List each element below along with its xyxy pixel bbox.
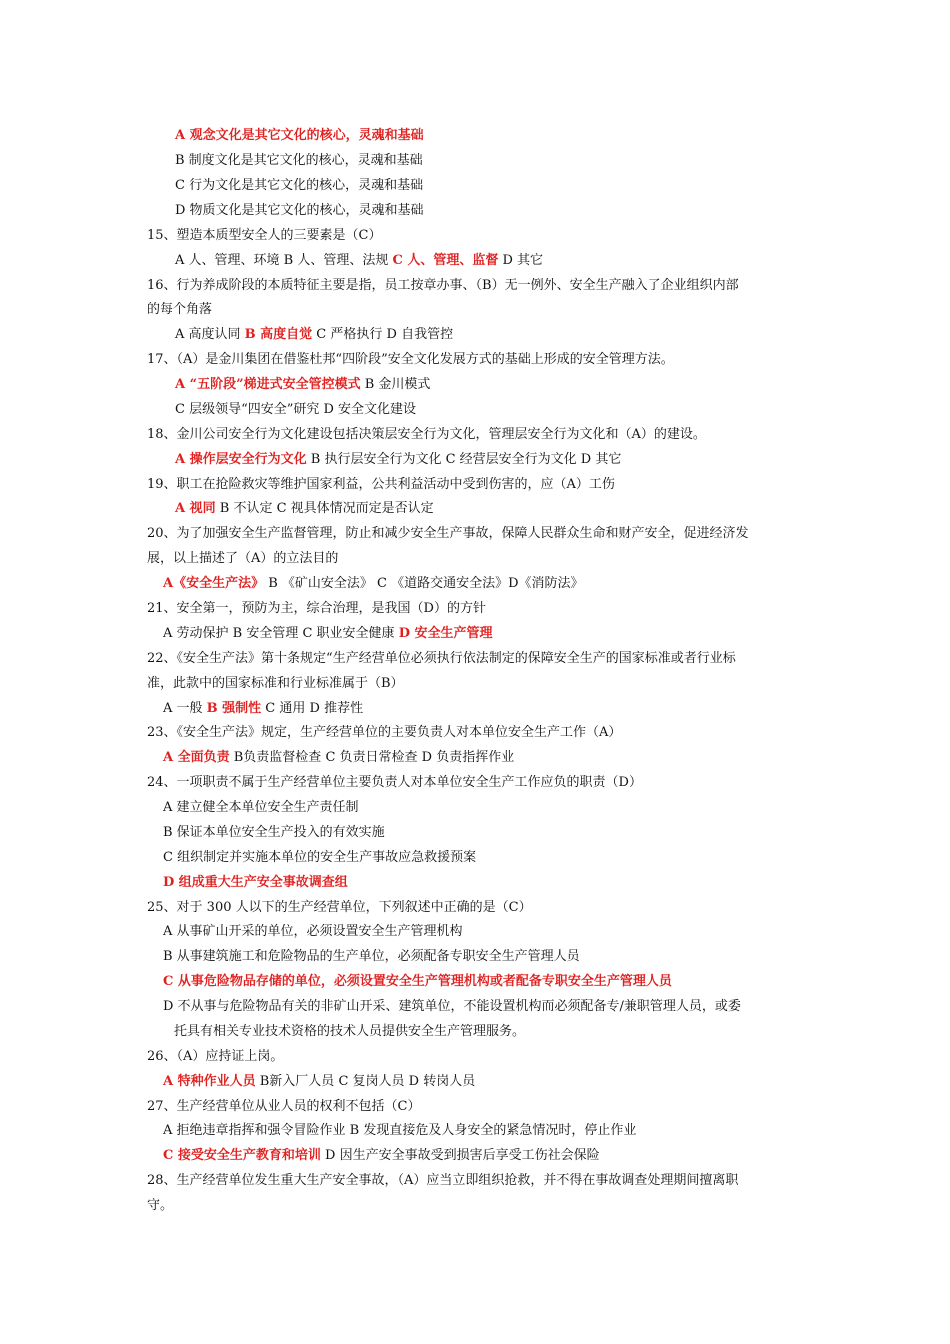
option-line: [163, 749, 514, 767]
option-line: [163, 824, 385, 842]
line-text: 16、行为养成阶段的本质特征主要是指，员工按章办事、（B）无一例外、安全生产融入了企业组织内部: [147, 278, 739, 293]
option-line: [175, 326, 453, 344]
option-line: [175, 252, 543, 270]
line-text: A 从事矿山开采的单位，必须设置安全生产管理机构: [163, 924, 463, 939]
line-text: C 层级领导“四安全”研究 D 安全文化建设: [175, 402, 417, 417]
line-text: C 严格执行 D 自我管控: [312, 327, 454, 342]
line-text: 22、《安全生产法》第十条规定“生产经营单位必须执行依法制定的保障安全生产的国家标准或者行业标: [147, 651, 736, 666]
option-line: [163, 799, 359, 817]
correct-answer-text: A 观念文化是其它文化的核心，灵魂和基础: [175, 128, 424, 143]
option-line: [175, 376, 430, 394]
question-line: [147, 899, 532, 917]
line-text: 20、为了加强安全生产监督管理，防止和减少安全生产事故，保障人民群众生命和财产安全，促进经济发: [147, 526, 749, 541]
option-line: [163, 998, 741, 1016]
line-text: 15、塑造本质型安全人的三要素是（C）: [147, 228, 382, 243]
line-text: B新入厂人员 C 复岗人员 D 转岗人员: [255, 1074, 476, 1089]
line-text: B 从事建筑施工和危险物品的生产单位，必须配备专职安全生产管理人员: [163, 949, 580, 964]
option-line: [175, 401, 416, 419]
line-text: A 拒绝违章指挥和强令冒险作业 B 发现直接危及人身安全的紧急情况时，停止作业: [163, 1123, 637, 1138]
line-text: 21、安全第一，预防为主，综合治理，是我国（D）的方针: [147, 601, 486, 616]
correct-answer-text: C 人、管理、监督: [392, 253, 499, 268]
correct-answer-text: A 全面负责: [163, 750, 230, 765]
line-text: D 因生产安全事故受到损害后享受工伤社会保险: [320, 1148, 600, 1163]
option-line: [163, 625, 493, 643]
line-text: C 组织制定并实施本单位的安全生产事故应急救援预案: [163, 850, 477, 865]
question-line: [147, 724, 621, 742]
option-line: [163, 575, 584, 593]
question-line: [147, 650, 736, 668]
line-text: B 执行层安全行为文化 C 经营层安全行为文化 D 其它: [306, 452, 622, 467]
option-line: [163, 700, 363, 718]
line-text: 23、《安全生产法》规定，生产经营单位的主要负责人对本单位安全生产工作（A）: [147, 725, 622, 740]
line-text: 24、一项职责不属于生产经营单位主要负责人对本单位安全生产工作应负的职责（D）: [147, 775, 642, 790]
line-text: 25、对于 300 人以下的生产经营单位，下列叙述中正确的是（C）: [147, 900, 532, 915]
line-text: D 不从事与危险物品有关的非矿山开采、建筑单位，不能设置机构而必须配备专/兼职管理人员，或委: [163, 999, 741, 1014]
line-text: A 高度认同: [175, 327, 245, 342]
question-line: [147, 351, 674, 369]
option-line: [175, 152, 423, 170]
question-line: [147, 1048, 283, 1066]
question-line: [147, 1098, 421, 1116]
question-line: [147, 675, 404, 693]
line-text: 准，此款中的国家标准和行业标准属于（B）: [147, 676, 404, 691]
option-line: [175, 451, 621, 469]
option-line: [175, 202, 424, 220]
option-line: [163, 849, 476, 867]
correct-answer-text: A 操作层安全行为文化: [175, 452, 307, 467]
correct-answer-text: B 强制性: [206, 701, 262, 716]
line-text: A 一般: [163, 701, 207, 716]
correct-answer-text: D 安全生产管理: [398, 626, 493, 641]
line-text: 守。: [147, 1198, 174, 1213]
correct-answer-text: A “五阶段”梯进式安全管控模式: [175, 377, 361, 392]
question-line: [147, 277, 739, 295]
line-text: A 建立健全本单位安全生产责任制: [163, 800, 359, 815]
question-line: [147, 1197, 173, 1215]
line-text: D 物质文化是其它文化的核心，灵魂和基础: [175, 203, 424, 218]
option-line: [174, 1023, 525, 1041]
correct-answer-text: C 从事危险物品存储的单位，必须设置安全生产管理机构或者配备专职安全生产管理人员: [163, 974, 672, 989]
line-text: A 劳动保护 B 安全管理 C 职业安全健康: [163, 626, 399, 641]
line-text: 的每个角落: [147, 302, 213, 317]
question-line: [147, 774, 642, 792]
question-line: [147, 301, 212, 319]
line-text: 27、生产经营单位从业人员的权利不包括（C）: [147, 1099, 421, 1114]
correct-answer-text: C 接受安全生产教育和培训: [163, 1148, 321, 1163]
line-text: 17、（A）是金川集团在借鉴杜邦“四阶段”安全文化发展方式的基础上形成的安全管理方法。: [147, 352, 674, 367]
correct-answer-text: B 高度自觉: [244, 327, 313, 342]
line-text: 18、金川公司安全行为文化建设包括决策层安全行为文化，管理层安全行为文化和（A）的建设。: [147, 427, 706, 442]
option-line: [163, 948, 580, 966]
question-line: [147, 600, 486, 618]
correct-answer-text: A《安全生产法》: [163, 576, 265, 591]
option-line: [175, 500, 434, 518]
correct-answer-text: A 特种作业人员: [163, 1074, 256, 1089]
line-text: 26、（A）应持证上岗。: [147, 1049, 284, 1064]
correct-answer-text: A 视同: [175, 501, 216, 516]
line-text: C 通用 D 推荐性: [261, 701, 364, 716]
line-text: B 保证本单位安全生产投入的有效实施: [163, 825, 385, 840]
line-text: 托具有相关专业技术资格的技术人员提供安全生产管理服务。: [174, 1024, 526, 1039]
question-line: [147, 525, 749, 543]
option-line: [163, 1122, 636, 1140]
question-line: [147, 550, 338, 568]
question-line: [147, 1172, 738, 1190]
line-text: B 《矿山安全法》 C 《道路交通安全法》D《消防法》: [264, 576, 584, 591]
question-line: [147, 227, 382, 245]
line-text: A 人、管理、环境 B 人、管理、法规: [175, 253, 393, 268]
option-line: [163, 1147, 600, 1165]
line-text: 19、职工在抢险救灾等维护国家利益，公共利益活动中受到伤害的，应（A）工伤: [147, 477, 615, 492]
option-line: [163, 1073, 475, 1091]
option-line: [163, 973, 672, 991]
line-text: C 行为文化是其它文化的核心，灵魂和基础: [175, 178, 424, 193]
line-text: 28、生产经营单位发生重大生产安全事故，（A）应当立即组织抢救，并不得在事故调查处理期间擅离职: [147, 1173, 739, 1188]
option-line: [175, 177, 423, 195]
option-line: [175, 127, 424, 145]
correct-answer-text: D 组成重大生产安全事故调查组: [163, 875, 348, 890]
option-line: [163, 874, 348, 892]
question-line: [147, 476, 615, 494]
line-text: B 金川模式: [360, 377, 431, 392]
question-line: [147, 426, 706, 444]
option-line: [163, 923, 463, 941]
line-text: B 不认定 C 视具体情况而定是否认定: [215, 501, 434, 516]
line-text: B负责监督检查 C 负责日常检查 D 负责指挥作业: [229, 750, 515, 765]
line-text: D 其它: [498, 253, 544, 268]
line-text: B 制度文化是其它文化的核心，灵魂和基础: [175, 153, 423, 168]
line-text: 展，以上描述了（A）的立法目的: [147, 551, 339, 566]
